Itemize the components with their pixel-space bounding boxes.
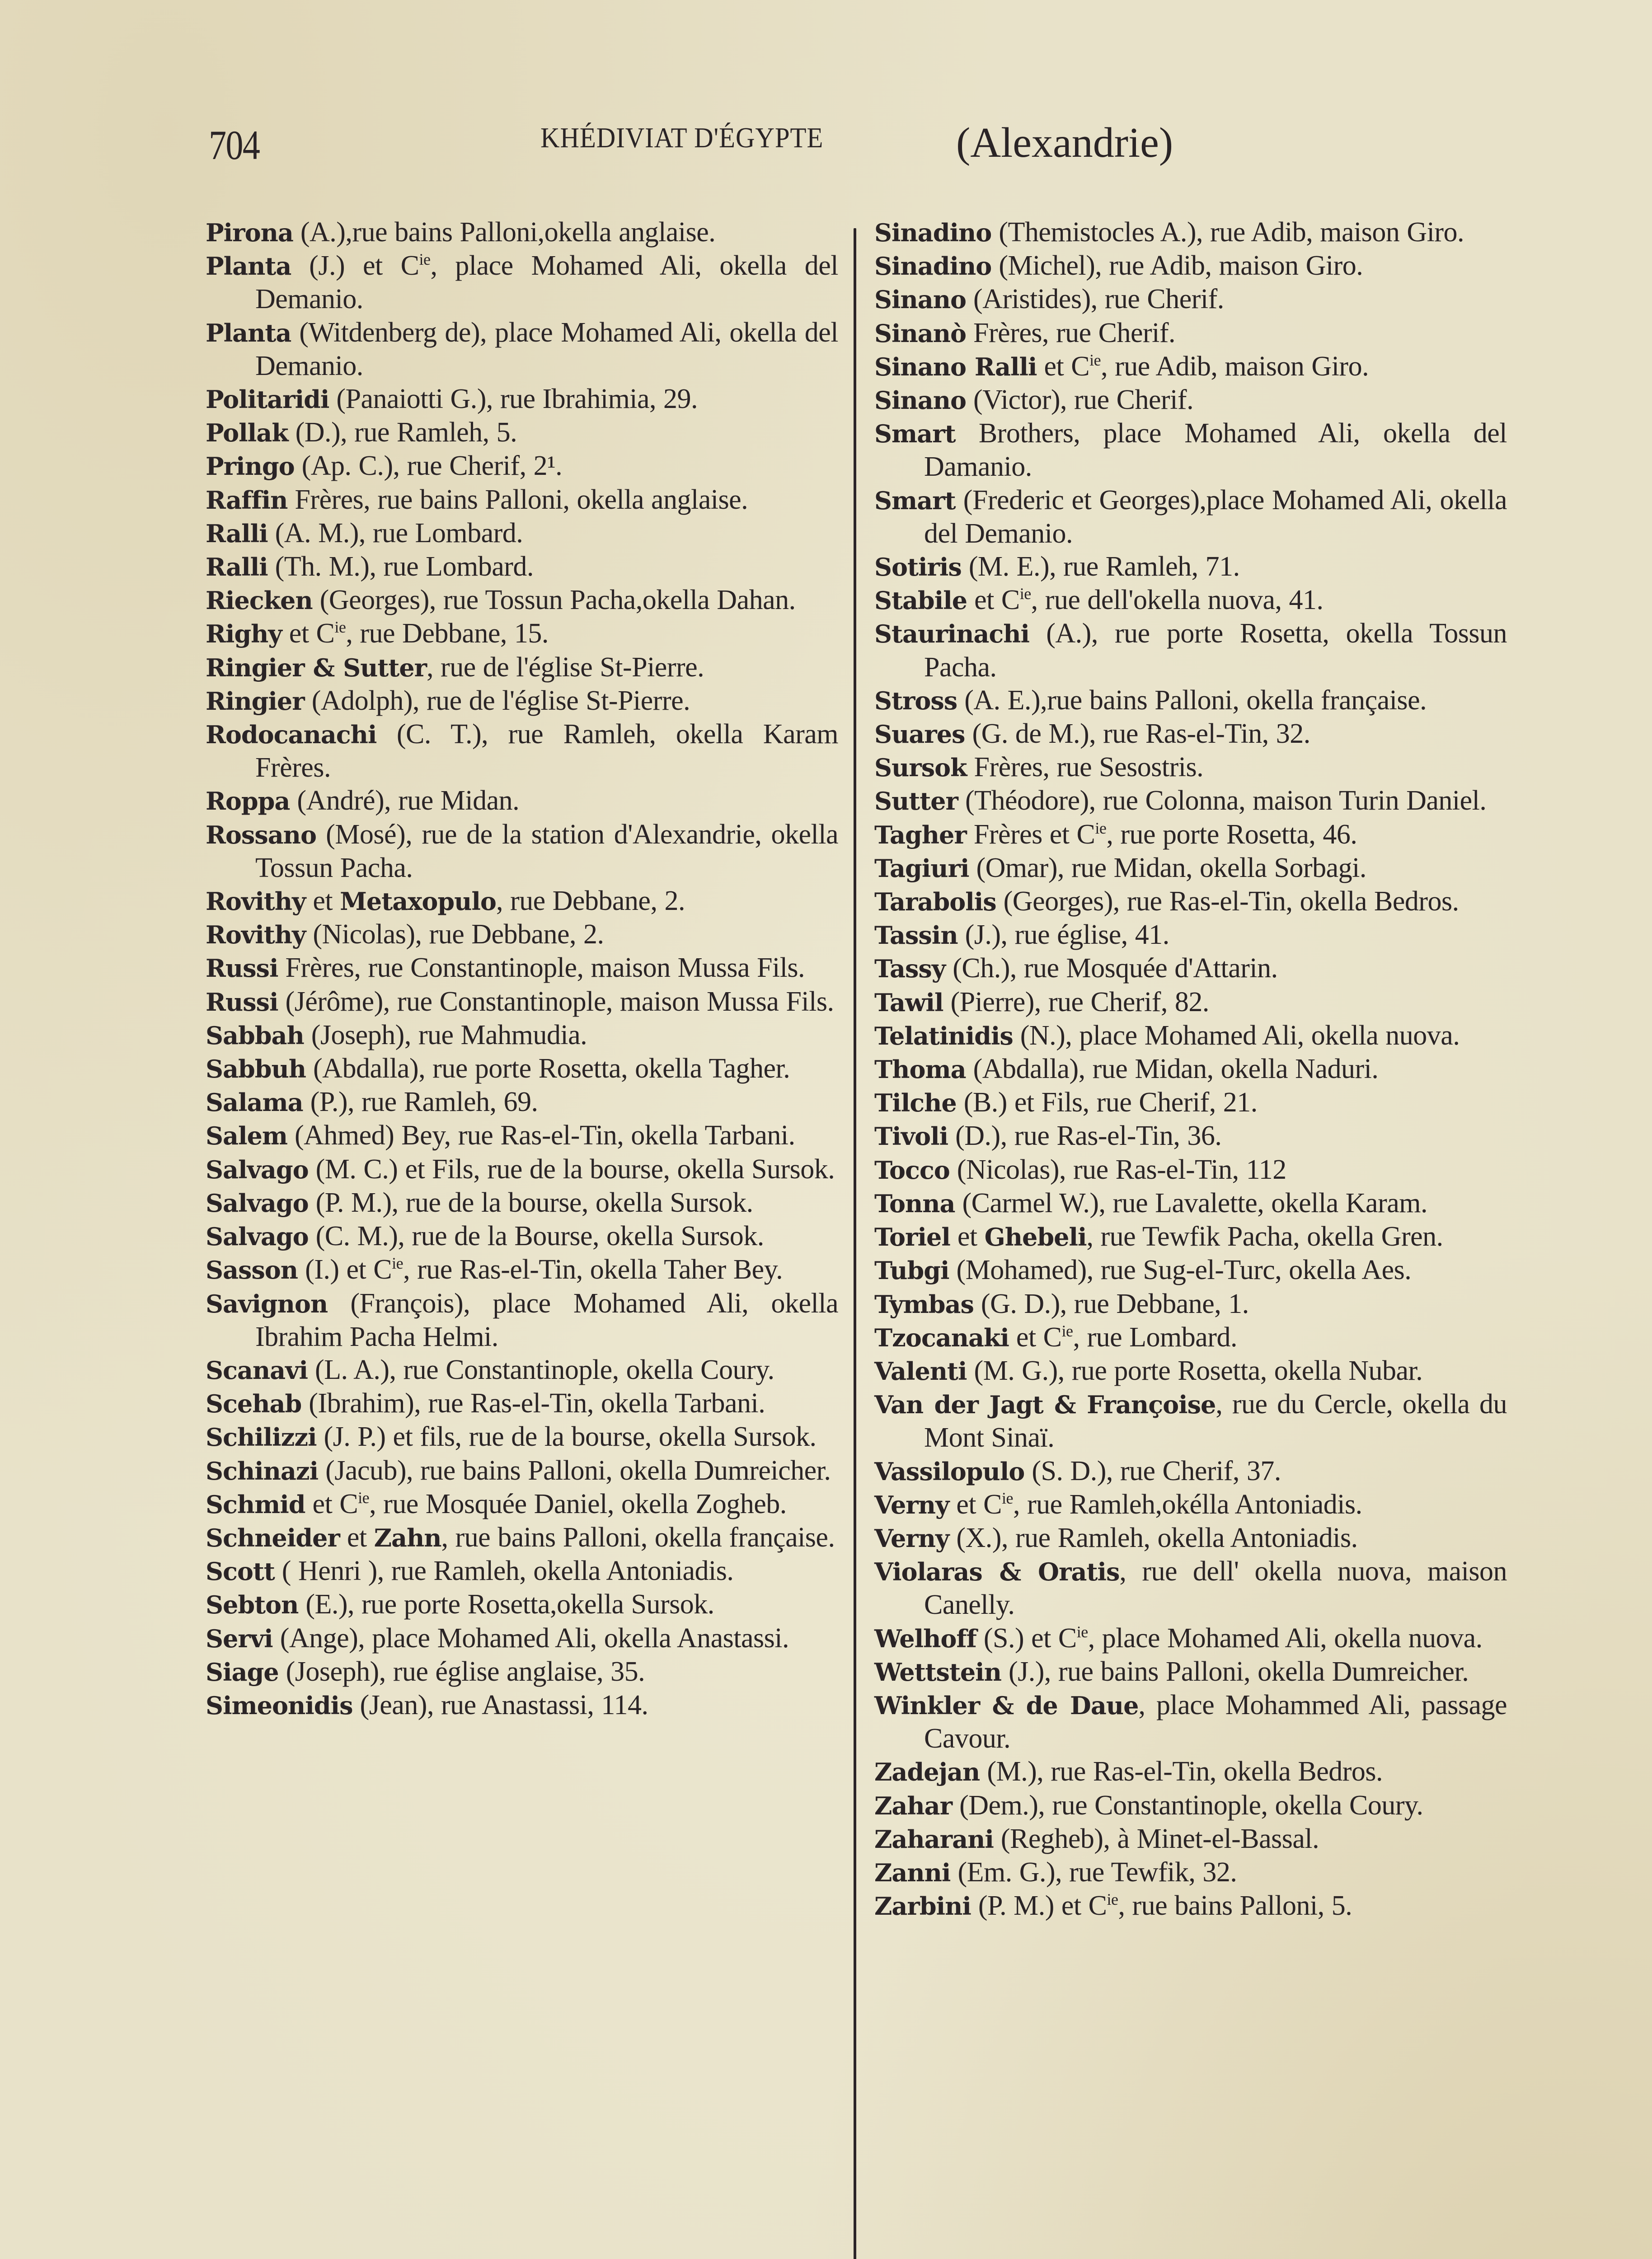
entry-address: Frères, rue Sesostris.: [967, 752, 1204, 783]
entry-superscript: ie: [1076, 1622, 1088, 1641]
directory-entry: [874, 216, 1507, 249]
entry-address: , rue dell' okella nuova, maison Canelly.: [924, 1556, 1507, 1621]
directory-entry: [874, 1755, 1507, 1789]
entry-address: (Mohamed), rue Sug-el-Turc, okella Aes.: [949, 1255, 1412, 1286]
directory-entry: [874, 1153, 1507, 1187]
entry-address: , rue dell'okella nuova, 41.: [1031, 585, 1323, 616]
directory-entry: [206, 1689, 838, 1722]
entry-superscript: ie: [1107, 1890, 1118, 1909]
directory-entry: [874, 1053, 1507, 1086]
directory-entry: [874, 1321, 1507, 1354]
entry-name: Russi: [206, 954, 278, 983]
entry-address: et C: [282, 618, 335, 649]
entry-name: Wettstein: [874, 1657, 1001, 1687]
entry-address: (Panaiotti G.), rue Ibrahimia, 29.: [329, 384, 698, 415]
directory-entry: [874, 417, 1507, 483]
entry-address: (Omar), rue Midan, okella Sorbagi.: [969, 852, 1366, 883]
entry-name: Pollak: [206, 418, 288, 448]
entry-name: Smart: [874, 486, 956, 515]
directory-entry: [206, 1555, 838, 1588]
entry-address: (Themistocles A.), rue Adib, maison Giro.: [991, 217, 1464, 248]
entry-superscript: ie: [1089, 351, 1101, 369]
entry-address: , rue bains Palloni, 5.: [1118, 1890, 1352, 1922]
entry-name: Ralli: [206, 519, 268, 548]
entry-address: (M. E.), rue Ramleh, 71.: [961, 551, 1240, 582]
entry-address: (Pierre), rue Cherif, 82.: [943, 986, 1209, 1017]
entry-address: et C: [967, 585, 1020, 616]
entry-name: Salama: [206, 1088, 303, 1117]
entry-address: (C. M.), rue de la Bourse, okella Sursok.: [308, 1221, 764, 1252]
entry-name: Tassin: [874, 921, 958, 950]
entry-name: Zahar: [874, 1791, 953, 1820]
directory-entry: [874, 1388, 1507, 1454]
directory-entry: [874, 717, 1507, 751]
entry-superscript: ie: [1002, 1489, 1013, 1507]
entry-name: Sinano: [874, 386, 967, 415]
entry-address: (J.), rue église, 41.: [957, 919, 1169, 951]
directory-entry: [874, 684, 1507, 717]
entry-address: , rue Debbane, 2.: [496, 886, 685, 917]
entry-address: (Abdalla), rue Midan, okella Naduri.: [966, 1054, 1379, 1085]
directory-entry: [206, 1420, 838, 1454]
entry-address: , rue Ras-el-Tin, okella Taher Bey.: [403, 1254, 783, 1285]
entry-name: Zarbini: [874, 1892, 971, 1921]
page-number: 704: [209, 122, 260, 168]
entry-address: (Jacub), rue bains Palloni, okella Dumreicher.: [318, 1455, 831, 1486]
entry-name: Verny: [874, 1523, 949, 1553]
directory-entry: [874, 584, 1507, 617]
entry-name: Thoma: [874, 1055, 966, 1084]
directory-entry: [206, 1052, 838, 1086]
entry-name: Zahn: [374, 1523, 441, 1552]
entry-name: Raffin: [206, 485, 288, 515]
running-head-title: KHÉDIVIAT D'ÉGYPTE: [540, 122, 824, 154]
entry-name: Salvago: [206, 1188, 309, 1218]
entry-name: Zaharani: [874, 1824, 994, 1854]
entry-address: (Abdalla), rue porte Rosetta, okella Tagher.: [306, 1053, 790, 1084]
entry-name: Russi: [206, 987, 278, 1017]
entry-address: (Th. M.), rue Lombard.: [268, 551, 534, 582]
entry-address: et C: [1009, 1322, 1062, 1353]
entry-name: Tassy: [874, 954, 946, 984]
entry-name: Sabbuh: [206, 1055, 306, 1084]
entry-address: , rue bains Palloni, okella française.: [441, 1522, 835, 1553]
entry-name: Welhoff: [874, 1624, 976, 1653]
directory-entry: [206, 1019, 838, 1052]
entry-address: (Ap. C.), rue Cherif, 2¹.: [294, 450, 563, 482]
entry-name: Rodocanachi: [206, 720, 377, 750]
directory-entry: [874, 784, 1507, 818]
entry-name: Politaridi: [206, 385, 329, 414]
entry-address: (Nicolas), rue Debbane, 2.: [305, 919, 604, 950]
entry-address: (N.), place Mohamed Ali, okella nuova.: [1013, 1020, 1460, 1051]
directory-entry: [874, 1856, 1507, 1889]
entry-name: Tzocanaki: [874, 1323, 1009, 1352]
entry-name: Sinadino: [874, 218, 992, 247]
entry-address: , rue Tewfik Pacha, okella Gren.: [1086, 1221, 1443, 1252]
directory-entry: [874, 1488, 1507, 1522]
directory-entry: [206, 1488, 838, 1521]
entry-name: Schinazi: [206, 1456, 319, 1486]
entry-address: (Regheb), à Minet-el-Bassal.: [993, 1823, 1319, 1854]
entry-address: (Adolph), rue de l'église St-Pierre.: [304, 685, 690, 716]
directory-entry: [874, 986, 1507, 1019]
entry-name: Tymbas: [874, 1289, 974, 1319]
entry-address: (M.), rue Ras-el-Tin, okella Bedros.: [980, 1756, 1383, 1787]
directory-entry: [874, 1555, 1507, 1622]
entry-address: (Jean), rue Anastassi, 114.: [352, 1689, 648, 1720]
entry-address: (D.), rue Ramleh, 5.: [288, 417, 517, 448]
directory-entry: [874, 1288, 1507, 1321]
directory-entry: [206, 1186, 838, 1220]
directory-entry: [874, 550, 1507, 584]
directory-entry: [874, 852, 1507, 885]
entry-name: Stabile: [874, 586, 967, 615]
directory-entry: [206, 1454, 838, 1488]
entry-address: , place Mohamed Ali, okella nuova.: [1088, 1622, 1483, 1654]
entry-address: , place Mohamed Ali, okella del Demanio.: [255, 250, 838, 315]
entry-address: (M. G.), rue porte Rosetta, okella Nubar.: [967, 1355, 1423, 1386]
directory-entry: [874, 1522, 1507, 1555]
left-column: [206, 216, 838, 1722]
entry-address: Frères, rue Cherif.: [966, 317, 1176, 348]
entry-name: Tawil: [874, 988, 943, 1017]
entry-address: (G. D.), rue Debbane, 1.: [973, 1288, 1249, 1319]
entry-name: Rovithy: [206, 920, 306, 950]
entry-name: Sinano: [874, 285, 967, 314]
entry-superscript: ie: [1061, 1322, 1073, 1340]
entry-address: (François), place Mohamed Ali, okella Ibrahim Pacha Helmi.: [255, 1288, 838, 1352]
entry-address: , rue Lombard.: [1073, 1322, 1237, 1353]
directory-entry: [874, 484, 1507, 550]
entry-address: (G. de M.), rue Ras-el-Tin, 32.: [965, 718, 1310, 750]
directory-entry: [206, 584, 838, 617]
directory-entry: [206, 1588, 838, 1622]
directory-entry: [874, 818, 1507, 852]
entry-address: (I.) et C: [298, 1254, 392, 1285]
entry-address: (J. P.) et fils, rue de la bourse, okella Sursok.: [316, 1421, 817, 1453]
entry-name: Tonna: [874, 1189, 955, 1218]
entry-address: et C: [1037, 351, 1090, 382]
running-head: [540, 119, 1209, 166]
directory-entry: [206, 651, 838, 684]
entry-name: Roppa: [206, 787, 290, 816]
entry-address: (Georges), rue Tossun Pacha,okella Dahan.: [312, 585, 796, 616]
entry-address: (L. A.), rue Constantinople, okella Coury.: [308, 1354, 774, 1385]
entry-address: (A.), rue porte Rosetta, okella Tossun Pacha.: [924, 618, 1507, 683]
entry-name: Schmid: [206, 1490, 305, 1519]
directory-entry: [874, 1254, 1507, 1287]
directory-entry: [206, 1086, 838, 1119]
entry-address: (Ange), place Mohamed Ali, okella Anastassi.: [272, 1622, 789, 1654]
entry-address: (A. E.),rue bains Palloni, okella française.: [957, 684, 1427, 716]
directory-entry: [206, 249, 838, 316]
entry-address: et: [339, 1522, 374, 1553]
directory-entry: [874, 249, 1507, 283]
entry-name: Smart: [874, 419, 956, 449]
directory-entry: [206, 1622, 838, 1655]
entry-name: Sotiris: [874, 553, 962, 582]
entry-address: , place Mohammed Ali, passage Cavour.: [924, 1689, 1507, 1754]
directory-entry: [206, 416, 838, 450]
entry-address: (Michel), rue Adib, maison Giro.: [991, 250, 1363, 281]
directory-entry: [874, 1789, 1507, 1823]
entry-name: Staurinachi: [874, 619, 1030, 649]
directory-entry: [874, 317, 1507, 350]
directory-entry: [874, 1455, 1507, 1488]
entry-name: Stross: [874, 686, 957, 715]
entry-name: Righy: [206, 619, 282, 649]
entry-name: Tagiuri: [874, 853, 969, 883]
entry-superscript: ie: [334, 618, 346, 637]
entry-name: Rovithy: [206, 887, 306, 916]
entry-address: (P.), rue Ramleh, 69.: [303, 1087, 538, 1118]
entry-address: (A.),rue bains Palloni,okella anglaise.: [293, 217, 716, 248]
entry-address: (Ch.), rue Mosquée d'Attarin.: [945, 953, 1278, 984]
directory-entry: [206, 216, 838, 249]
entry-address: (Dem.), rue Constantinople, okella Coury.: [952, 1790, 1423, 1821]
entry-name: Riecken: [206, 586, 313, 615]
directory-entry: [206, 1119, 838, 1153]
entry-address: (Mosé), rue de la station d'Alexandrie, okella Tossun Pacha.: [255, 819, 838, 883]
entry-name: Tilche: [874, 1088, 957, 1118]
entry-name: Sabbah: [206, 1021, 304, 1050]
entry-address: et: [305, 886, 340, 917]
entry-name: Zadejan: [874, 1758, 980, 1787]
entry-name: Salem: [206, 1121, 287, 1151]
entry-name: Salvago: [206, 1222, 309, 1251]
entry-address: (D.), rue Ras-el-Tin, 36.: [948, 1120, 1222, 1152]
directory-entry: [874, 1622, 1507, 1655]
entry-address: (P. M.) et C: [971, 1890, 1107, 1922]
entry-name: Sinano Ralli: [874, 352, 1037, 381]
directory-entry: [206, 918, 838, 951]
entry-address: , rue Adib, maison Giro.: [1101, 351, 1369, 382]
directory-entry: [874, 885, 1507, 919]
directory-entry: [874, 1655, 1507, 1689]
directory-entry: [206, 1521, 838, 1555]
directory-entry: [206, 1153, 838, 1186]
entry-address: (Em. G.), rue Tewfik, 32.: [950, 1856, 1237, 1888]
entry-name: Planta: [206, 252, 291, 281]
entry-name: Zanni: [874, 1858, 951, 1887]
directory-entry: [206, 550, 838, 584]
entry-address: (C. T.), rue Ramleh, okella Karam Frères.: [255, 719, 838, 783]
directory-entry: [874, 1354, 1507, 1388]
directory-entry: [874, 1823, 1507, 1856]
entry-address: et C: [305, 1488, 358, 1519]
entry-address: , rue Debbane, 15.: [346, 618, 549, 649]
entry-address: (Nicolas), rue Ras-el-Tin, 112: [949, 1154, 1286, 1185]
directory-entry: [874, 617, 1507, 684]
entry-address: (Victor), rue Cherif.: [966, 384, 1194, 416]
entry-name: Suares: [874, 720, 965, 749]
directory-entry: [206, 1253, 838, 1287]
entry-address: , rue Mosquée Daniel, okella Zogheb.: [369, 1488, 787, 1519]
entry-name: Scehab: [206, 1389, 302, 1419]
directory-entry: [874, 919, 1507, 952]
entry-name: Scanavi: [206, 1355, 308, 1385]
entry-name: Sasson: [206, 1256, 298, 1285]
entry-address: Frères et C: [966, 819, 1095, 850]
entry-superscript: ie: [419, 250, 431, 269]
entry-address: (Ahmed) Bey, rue Ras-el-Tin, okella Tarbani.: [287, 1120, 795, 1151]
entry-address: (B.) et Fils, rue Cherif, 21.: [956, 1087, 1258, 1118]
entry-name: Pringo: [206, 452, 295, 481]
entry-name: Toriel: [874, 1223, 950, 1252]
entry-address: (André), rue Midan.: [290, 785, 520, 816]
directory-entry: [874, 1086, 1507, 1120]
entry-address: (X.), rue Ramleh, okella Antoniadis.: [949, 1522, 1358, 1553]
entry-name: Tarabolis: [874, 887, 996, 917]
entry-address: (Ibrahim), rue Ras-el-Tin, okella Tarbani.: [301, 1388, 765, 1419]
entry-name: Ralli: [206, 553, 268, 582]
entry-address: (P. M.), rue de la bourse, okella Sursok.: [308, 1187, 753, 1218]
directory-entry: [206, 784, 838, 818]
directory-entry: [206, 885, 838, 918]
entry-address: (E.), rue porte Rosetta,okella Sursok.: [298, 1589, 714, 1620]
entry-name: Van der Jagt & Françoise: [874, 1390, 1216, 1420]
directory-entry: [206, 450, 838, 483]
entry-name: Schneider: [206, 1523, 340, 1552]
directory-entry: [206, 1387, 838, 1420]
directory-entry: [874, 384, 1507, 417]
directory-entry: [206, 1220, 838, 1253]
entry-name: Tagher: [874, 820, 967, 849]
entry-name: Simeonidis: [206, 1691, 353, 1720]
directory-entry: [874, 952, 1507, 985]
entry-name: Ringier & Sutter: [206, 653, 427, 682]
entry-name: Tivoli: [874, 1122, 948, 1151]
entry-address: (Aristides), rue Cherif.: [966, 284, 1224, 315]
entry-address: (J.), rue bains Palloni, okella Dumreicher.: [1001, 1656, 1469, 1687]
directory-entry: [206, 1287, 838, 1354]
entry-address: , rue Ramleh,okélla Antoniadis.: [1013, 1489, 1362, 1520]
entry-superscript: ie: [1095, 819, 1107, 837]
entry-name: Tubgi: [874, 1256, 949, 1285]
directory-entry: [206, 316, 838, 383]
entry-name: Rossano: [206, 820, 316, 849]
entry-address: Frères, rue bains Palloni, okella anglaise.: [287, 484, 748, 515]
entry-name: Verny: [874, 1490, 949, 1519]
entry-address: (Joseph), rue église anglaise, 35.: [278, 1656, 645, 1687]
entry-name: Sinanò: [874, 319, 967, 348]
entry-address: (Jérôme), rue Constantinople, maison Mussa Fils.: [278, 986, 834, 1017]
running-head-place: (Alexandrie): [956, 119, 1173, 166]
entry-name: Metaxopulo: [340, 887, 496, 916]
entry-superscript: ie: [392, 1254, 404, 1273]
directory-entry: [206, 818, 838, 885]
entry-address: et C: [949, 1489, 1002, 1520]
entry-address: (J.) et C: [291, 250, 419, 281]
entry-name: Servi: [206, 1624, 273, 1653]
entry-address: , rue du Cercle, okella du Mont Sinaï.: [924, 1389, 1507, 1453]
entry-address: , rue de l'église St-Pierre.: [427, 651, 704, 683]
directory-entry: [206, 684, 838, 718]
right-column: [874, 216, 1507, 1923]
directory-entry: [874, 1187, 1507, 1220]
entry-address: et: [950, 1221, 985, 1252]
directory-entry: [206, 951, 838, 985]
entry-name: Valenti: [874, 1356, 967, 1386]
entry-name: Sebton: [206, 1590, 299, 1620]
entry-name: Sutter: [874, 787, 958, 816]
directory-entry: [206, 383, 838, 416]
directory-entry: [206, 483, 838, 517]
entry-name: Siage: [206, 1657, 279, 1687]
entry-name: Vassilopulo: [874, 1457, 1025, 1486]
entry-name: Winkler & de Daue: [874, 1691, 1139, 1720]
entry-name: Schilizzi: [206, 1423, 317, 1452]
directory-entry: [206, 617, 838, 651]
entry-address: (Witdenberg de), place Mohamed Ali, okella del Demanio.: [255, 317, 838, 381]
entry-name: Violaras & Oratis: [874, 1557, 1120, 1587]
directory-entry: [874, 1689, 1507, 1755]
entry-address: (A. M.), rue Lombard.: [268, 517, 523, 548]
entry-address: Brothers, place Mohamed Ali, okella del Damanio.: [924, 418, 1507, 483]
entry-name: Telatinidis: [874, 1021, 1013, 1050]
entry-name: Savignon: [206, 1289, 328, 1318]
entry-address: ( Henri ), rue Ramleh, okella Antoniadis.: [274, 1556, 734, 1587]
directory-entry: [206, 517, 838, 550]
entry-address: (Frederic et Georges),place Mohamed Ali, okella del Demanio.: [924, 484, 1507, 549]
entry-address: (Georges), rue Ras-el-Tin, okella Bedros.: [996, 886, 1459, 917]
entry-address: (M. C.) et Fils, rue de la bourse, okella Sursok.: [308, 1153, 835, 1185]
entry-name: Salvago: [206, 1155, 309, 1184]
entry-name: Sursok: [874, 753, 967, 783]
directory-entry: [206, 1655, 838, 1689]
column-divider: [854, 228, 856, 2259]
directory-entry: [874, 751, 1507, 784]
entry-superscript: ie: [1019, 585, 1031, 603]
directory-entry: [874, 1120, 1507, 1153]
directory-entry: [206, 985, 838, 1019]
entry-address: (S.) et C: [976, 1622, 1077, 1654]
entry-name: Scott: [206, 1557, 275, 1586]
directory-entry: [874, 350, 1507, 384]
directory-entry: [206, 1354, 838, 1387]
directory-entry: [206, 718, 838, 784]
entry-name: Sinadino: [874, 252, 992, 281]
entry-name: Ghebeli: [984, 1223, 1087, 1252]
directory-entry: [874, 283, 1507, 316]
entry-address: Frères, rue Constantinople, maison Mussa Fils.: [278, 952, 805, 984]
directory-entry: [874, 1220, 1507, 1254]
entry-address: (S. D.), rue Cherif, 37.: [1024, 1455, 1281, 1486]
directory-entry: [874, 1019, 1507, 1053]
entry-superscript: ie: [358, 1488, 370, 1507]
entry-name: Ringier: [206, 686, 305, 716]
entry-name: Tocco: [874, 1155, 950, 1185]
entry-address: (Joseph), rue Mahmudia.: [304, 1019, 587, 1050]
entry-name: Planta: [206, 318, 291, 347]
directory-entry: [874, 1889, 1507, 1923]
entry-name: Pirona: [206, 218, 293, 247]
entry-address: (Carmel W.), rue Lavalette, okella Karam.: [955, 1187, 1427, 1219]
entry-address: (Théodore), rue Colonna, maison Turin Daniel.: [957, 785, 1487, 816]
entry-address: , rue porte Rosetta, 46.: [1106, 819, 1357, 850]
